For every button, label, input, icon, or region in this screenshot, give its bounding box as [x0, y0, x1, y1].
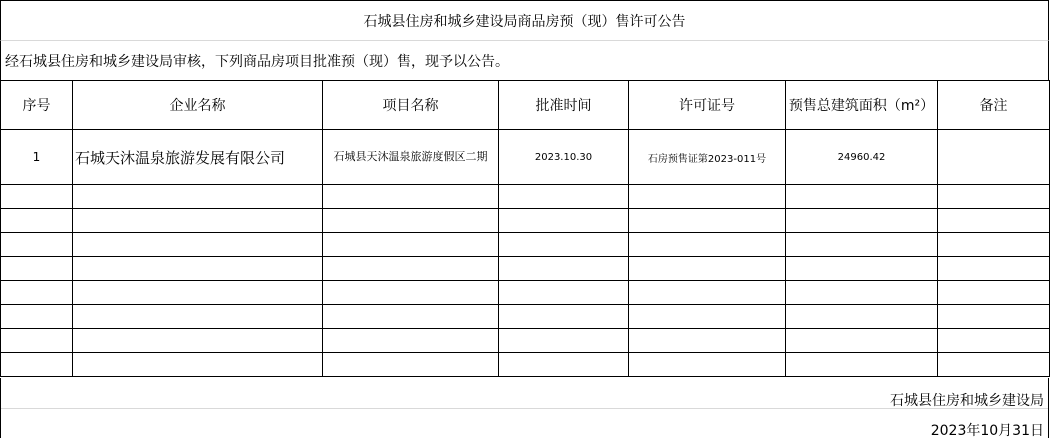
empty-cell	[73, 209, 323, 233]
empty-row	[1, 353, 1050, 377]
empty-cell	[629, 257, 786, 281]
empty-cell	[499, 281, 629, 305]
empty-cell	[323, 353, 499, 377]
header-company: 企业名称	[73, 81, 323, 130]
cell-company: 石城天沐温泉旅游发展有限公司	[73, 130, 323, 185]
empty-cell	[786, 209, 938, 233]
permit-table	[0, 80, 1050, 377]
empty-cell	[1, 281, 73, 305]
empty-row	[1, 281, 1050, 305]
notice-text: 经石城县住房和城乡建设局审核，下列商品房项目批准预（现）售，现予以公告。	[5, 53, 509, 70]
empty-row	[1, 233, 1050, 257]
empty-cell	[499, 329, 629, 353]
empty-cell	[499, 353, 629, 377]
empty-cell	[323, 209, 499, 233]
empty-cell	[1, 257, 73, 281]
empty-cell	[323, 305, 499, 329]
empty-cell	[786, 185, 938, 209]
header-permit-no: 许可证号	[629, 81, 786, 130]
empty-cell	[938, 329, 1050, 353]
empty-cell	[938, 185, 1050, 209]
header-remark: 备注	[938, 81, 1050, 130]
empty-cell	[499, 305, 629, 329]
empty-cell	[629, 281, 786, 305]
cell-permit-no: 石房预售证第2023-011号	[629, 130, 786, 185]
empty-row	[1, 209, 1050, 233]
empty-cell	[73, 305, 323, 329]
empty-cell	[629, 353, 786, 377]
empty-cell	[786, 353, 938, 377]
cell-seq: 1	[1, 130, 73, 185]
empty-cell	[629, 209, 786, 233]
empty-cell	[786, 257, 938, 281]
empty-cell	[73, 353, 323, 377]
empty-cell	[323, 185, 499, 209]
empty-row	[1, 185, 1050, 209]
empty-cell	[629, 305, 786, 329]
table-header-row	[1, 81, 1050, 130]
empty-cell	[73, 257, 323, 281]
cell-area: 24960.42	[786, 130, 938, 185]
header-approval-date: 批准时间	[499, 81, 629, 130]
empty-cell	[1, 353, 73, 377]
header-area: 预售总建筑面积（m²）	[786, 81, 938, 130]
issue-date: 2023年10月31日	[930, 423, 1044, 439]
header-seq: 序号	[1, 81, 73, 130]
empty-cell	[786, 281, 938, 305]
empty-cell	[499, 209, 629, 233]
empty-cell	[73, 329, 323, 353]
table-row	[1, 130, 1050, 185]
empty-cell	[323, 233, 499, 257]
announcement-notice	[0, 40, 1049, 80]
empty-cell	[938, 353, 1050, 377]
empty-cell	[73, 281, 323, 305]
empty-cell	[323, 281, 499, 305]
empty-cell	[73, 233, 323, 257]
empty-cell	[323, 329, 499, 353]
empty-cell	[786, 233, 938, 257]
empty-cell	[499, 257, 629, 281]
empty-cell	[938, 305, 1050, 329]
empty-cell	[938, 281, 1050, 305]
announcement-title	[0, 0, 1049, 40]
empty-cell	[1, 209, 73, 233]
header-project: 项目名称	[323, 81, 499, 130]
empty-cell	[786, 329, 938, 353]
empty-cell	[629, 185, 786, 209]
empty-cell	[629, 233, 786, 257]
empty-cell	[323, 257, 499, 281]
empty-cell	[629, 329, 786, 353]
cell-approval-date: 2023.10.30	[499, 130, 629, 185]
empty-cell	[1, 185, 73, 209]
title-text: 石城县住房和城乡建设局商品房预（现）售许可公告	[363, 13, 686, 30]
empty-cell	[1, 305, 73, 329]
empty-cell	[1, 233, 73, 257]
cell-project: 石城县天沐温泉旅游度假区二期	[323, 130, 499, 185]
empty-cell	[499, 185, 629, 209]
empty-row	[1, 305, 1050, 329]
footer-divider	[1, 408, 1048, 409]
empty-cell	[938, 233, 1050, 257]
empty-row	[1, 329, 1050, 353]
empty-cell	[786, 305, 938, 329]
empty-cell	[1, 329, 73, 353]
empty-cell	[73, 185, 323, 209]
empty-cell	[499, 233, 629, 257]
empty-cell	[938, 209, 1050, 233]
empty-cell	[938, 257, 1050, 281]
announcement-footer	[0, 378, 1049, 438]
cell-remark	[938, 130, 1050, 185]
empty-row	[1, 257, 1050, 281]
issuing-organization: 石城县住房和城乡建设局	[890, 393, 1044, 409]
